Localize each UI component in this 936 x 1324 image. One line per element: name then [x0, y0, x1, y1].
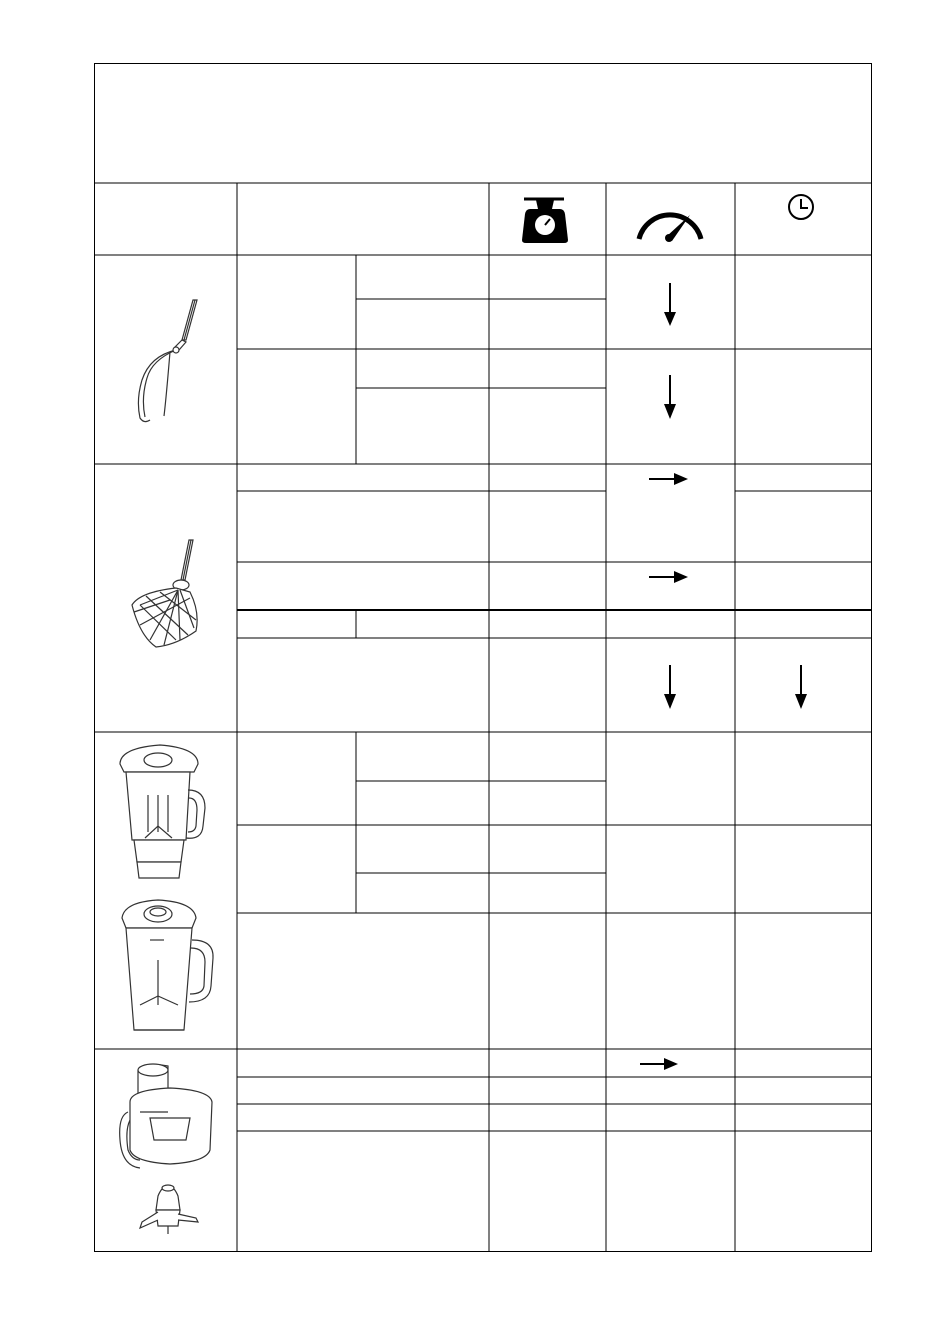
time-decrease-arrow	[795, 665, 807, 709]
chopping-blade-image	[140, 1185, 198, 1234]
speed-increase-arrow	[649, 473, 688, 485]
food-processor-image	[120, 1064, 212, 1168]
whisk-image	[132, 540, 197, 647]
speed-decrease-arrow	[664, 375, 676, 419]
speed-gauge-icon	[639, 215, 701, 242]
speed-decrease-arrow	[664, 665, 676, 709]
speed-increase-arrow	[640, 1058, 678, 1070]
speed-increase-arrow	[649, 571, 688, 583]
blender-jug-image	[120, 745, 205, 878]
blender-jug-image	[122, 900, 213, 1030]
scale-icon	[522, 199, 568, 243]
table-frame	[95, 64, 872, 1252]
clock-icon	[789, 195, 813, 219]
dough-hook-image	[138, 300, 197, 422]
speed-decrease-arrow	[664, 283, 676, 326]
